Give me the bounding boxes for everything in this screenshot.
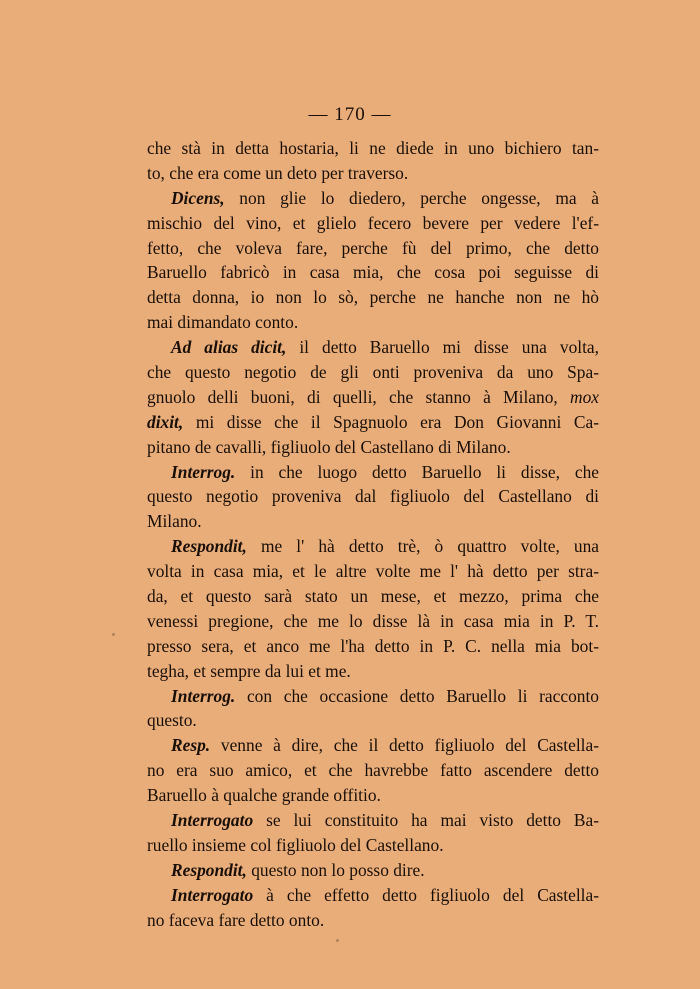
line-text: non glie lo diedero, perche ongesse, ma à	[224, 187, 599, 208]
text-line	[147, 808, 599, 833]
text-line	[147, 783, 599, 808]
text-line	[147, 211, 599, 236]
line-text: Baruello fabricò in casa mia, che cosa poi seguisse di	[147, 262, 599, 283]
line-text: mai dimandato conto.	[147, 312, 299, 333]
text-line	[147, 883, 599, 908]
text-line	[147, 659, 599, 684]
text-line	[147, 858, 599, 883]
line-text: presso sera, et anco me l'ha detto in P. C. nella mia bot-	[147, 635, 599, 656]
line-text: questo non lo posso dire.	[246, 859, 425, 880]
speaker-label: Interrog.	[171, 461, 236, 482]
text-line	[147, 310, 599, 335]
text-line	[147, 435, 599, 460]
line-text: mi disse che il Spagnuolo era Don Giovanni Ca-	[183, 411, 599, 432]
text-line	[147, 186, 599, 211]
text-line	[147, 484, 599, 509]
line-text: gnuolo delli buoni, di quelli, che stanno à Milano,	[147, 386, 558, 407]
text-line	[147, 684, 599, 709]
speaker-label: Interrogato	[171, 810, 254, 831]
paper-speck	[336, 939, 339, 942]
line-text: fetto, che voleva fare, perche fù del primo, che detto	[147, 237, 599, 258]
line-text: volta in casa mia, et le altre volte me l' hà detto per stra-	[147, 561, 599, 582]
text-line	[147, 609, 599, 634]
line-text: to, che era come un deto per traverso.	[147, 162, 409, 183]
line-text: Milano.	[147, 511, 202, 532]
line-text: da, et questo sarà stato un mese, et mezzo, prima che	[147, 586, 599, 607]
line-text: ruello insieme col figliuolo del Castellano.	[147, 834, 444, 855]
text-line	[147, 360, 599, 385]
speaker-label: Ad alias dicit,	[171, 337, 287, 358]
text-line	[147, 509, 599, 534]
line-text: Baruello à qualche grande offitio.	[147, 785, 381, 806]
line-text: pitano de cavalli, figliuolo del Castellano di Milano.	[147, 436, 511, 457]
text-line	[147, 410, 599, 435]
text-line	[147, 584, 599, 609]
text-line	[147, 285, 599, 310]
line-text: no faceva fare detto onto.	[147, 909, 325, 930]
line-text: con che occasione detto Baruello li racconto	[235, 685, 599, 706]
speaker-label: Interrogato	[171, 884, 254, 905]
text-line	[147, 161, 599, 186]
text-line	[147, 534, 599, 559]
line-text: mischio del vino, et glielo fecero bevere per vedere l'ef-	[147, 212, 599, 233]
line-text: detta donna, io non lo sò, perche ne hanche non ne hò	[147, 287, 599, 308]
speaker-label: Respondit,	[171, 859, 247, 880]
speaker-label: Resp.	[171, 735, 211, 756]
line-text: à che effetto detto figliuolo del Castella-	[253, 884, 599, 905]
line-text: venne à dire, che il detto figliuolo del Castella-	[210, 735, 599, 756]
text-line	[147, 236, 599, 261]
line-text: che questo negotio de gli onti proveniva da uno Spa-	[147, 362, 599, 383]
text-line	[147, 260, 599, 285]
line-text: questo.	[147, 710, 197, 731]
body-text	[147, 136, 599, 933]
line-text: venessi pregione, che me lo disse là in casa mia in P. T.	[147, 610, 599, 631]
text-line	[147, 733, 599, 758]
speaker-label: Respondit,	[171, 536, 247, 557]
text-line	[147, 385, 599, 410]
text-line	[147, 908, 599, 933]
line-text: che stà in detta hostaria, li ne diede in uno bichiero tan-	[147, 138, 599, 158]
speaker-label: Interrog.	[171, 685, 236, 706]
line-text: se lui constituito ha mai visto detto Ba-	[253, 810, 599, 831]
text-line	[147, 833, 599, 858]
text-line	[147, 136, 599, 161]
line-text: questo negotio proveniva dal figliuolo del Castellano di	[147, 486, 599, 507]
text-line	[147, 559, 599, 584]
text-line	[147, 758, 599, 783]
line-text: me l' hà detto trè, ò quattro volte, una	[246, 536, 599, 557]
page-number: — 170 —	[308, 104, 392, 125]
line-text: tegha, et sempre da lui et me.	[147, 660, 351, 681]
paper-speck	[112, 633, 115, 636]
text-line	[147, 335, 599, 360]
line-text: il detto Baruello mi disse una volta,	[286, 337, 599, 358]
text-line	[147, 708, 599, 733]
speaker-label: Dicens,	[171, 187, 225, 208]
line-text: in che luogo detto Baruello li disse, che	[235, 461, 599, 482]
line-text: no era suo amico, et che havrebbe fatto ascendere detto	[147, 760, 599, 781]
speaker-label: dixit,	[147, 411, 184, 432]
text-line	[147, 460, 599, 485]
latin-phrase: mox	[557, 386, 600, 407]
text-line	[147, 634, 599, 659]
